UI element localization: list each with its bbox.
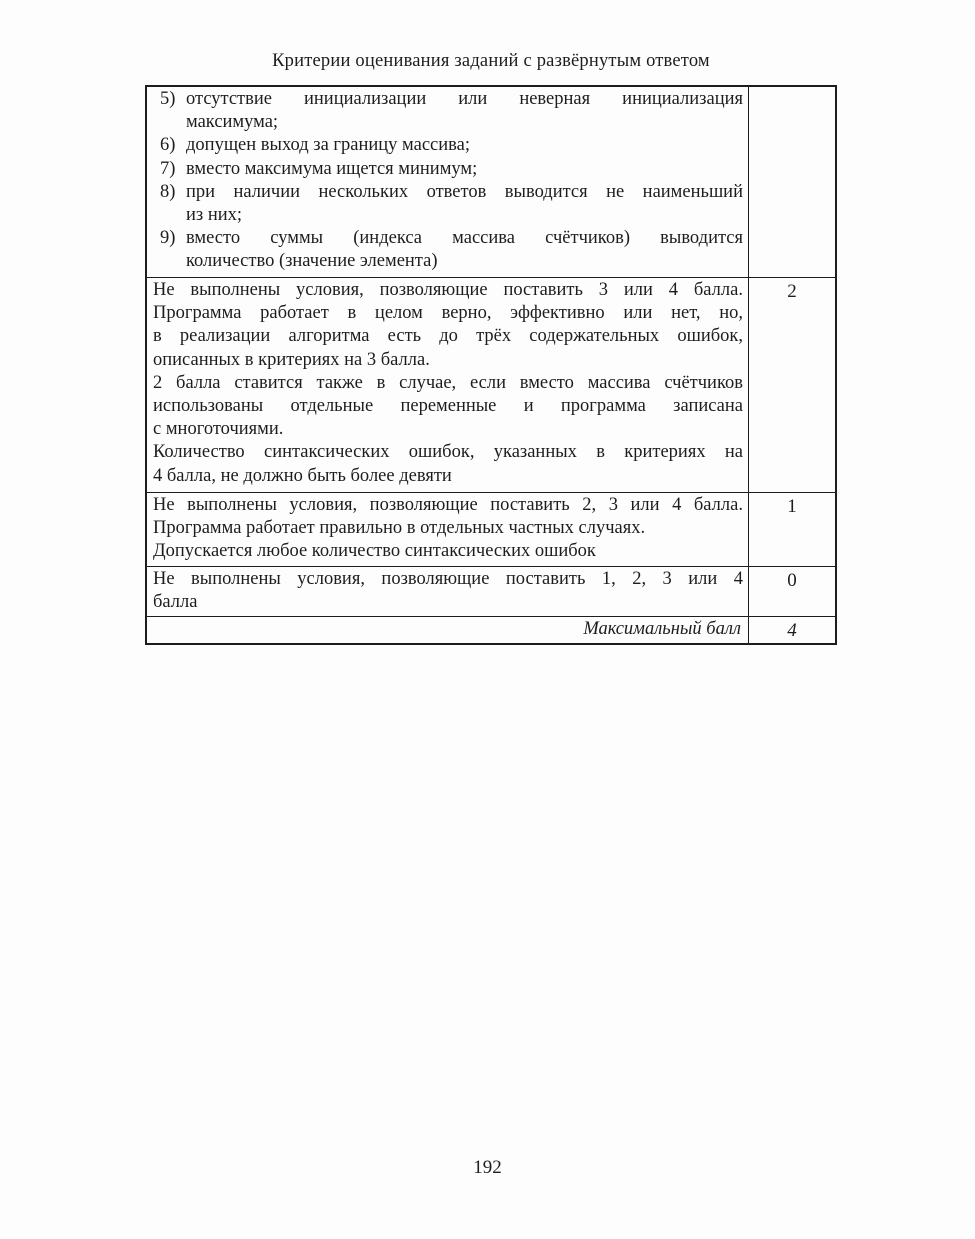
text-line: Не выполнены условия, позволяющие поставить 1, 2, 3 или 4: [153, 568, 743, 589]
list-item-number: 5): [160, 89, 176, 109]
list-item-number: 8): [160, 181, 176, 202]
text-line: Программа работает правильно в отдельных частных случаях.: [153, 518, 646, 539]
text-line: балла: [153, 591, 198, 612]
text-line: 2 балла ставится также в случае, если вместо массива счётчиков: [153, 372, 743, 393]
table-row: [147, 566, 835, 616]
text-line: в реализации алгоритма есть до трёх содержательных ошибок,: [153, 326, 743, 347]
score-cell: 0: [748, 567, 835, 616]
table-row: [147, 616, 835, 643]
list-item: [153, 227, 743, 273]
criteria-table: [145, 85, 837, 645]
score-cell: 2: [748, 278, 835, 492]
text-line: из них;: [186, 205, 243, 226]
table-row: [147, 277, 835, 492]
page-number: 192: [473, 1157, 502, 1178]
text-line: при наличии нескольких ответов выводится не наименьший: [186, 181, 743, 202]
score-cell: 1: [748, 493, 835, 566]
text-line: Программа работает в целом верно, эффективно или нет, но,: [153, 303, 743, 324]
text-line: Не выполнены условия, позволяющие поставить 3 или 4 балла.: [153, 280, 743, 300]
score-cell: [748, 87, 835, 277]
text-line: допущен выход за границу массива;: [186, 135, 470, 156]
text-line: описанных в критериях на 3 балла.: [153, 349, 430, 370]
criteria-cell: [147, 567, 748, 616]
list-item-number: 7): [160, 158, 176, 179]
text-line: отсутствие инициализации или неверная инициализация: [186, 89, 743, 109]
text-line: Количество синтаксических ошибок, указанных в критериях на: [153, 442, 743, 463]
text-line: максимума;: [186, 112, 279, 133]
list-item: [153, 134, 743, 157]
list-item-number: 9): [160, 228, 176, 249]
max-score-label: Максимальный балл: [583, 619, 741, 640]
text-line: вместо максимума ищется минимум;: [186, 158, 478, 179]
table-row: [147, 492, 835, 566]
list-item: [153, 158, 743, 181]
list-item: [153, 181, 743, 227]
max-score-cell: 4: [748, 617, 835, 643]
page-header: Критерии оценивания заданий с развёрнутым ответом: [272, 51, 710, 71]
table-row: [147, 87, 835, 277]
text-line: с многоточиями.: [153, 419, 284, 440]
text-line: количество (значение элемента): [186, 251, 438, 272]
text-line: вместо суммы (индекса массива счётчиков) выводится: [186, 228, 743, 249]
criteria-cell: [147, 278, 748, 492]
list-item: [153, 88, 743, 134]
text-line: Допускается любое количество синтаксических ошибок: [153, 541, 596, 562]
text-line: 4 балла, не должно быть более девяти: [153, 465, 452, 486]
text-line: Не выполнены условия, позволяющие поставить 2, 3 или 4 балла.: [153, 495, 743, 515]
criteria-cell: [147, 493, 748, 566]
text-line: использованы отдельные переменные и программа записана: [153, 396, 743, 417]
criteria-cell: [147, 87, 748, 277]
list-item-number: 6): [160, 135, 176, 156]
